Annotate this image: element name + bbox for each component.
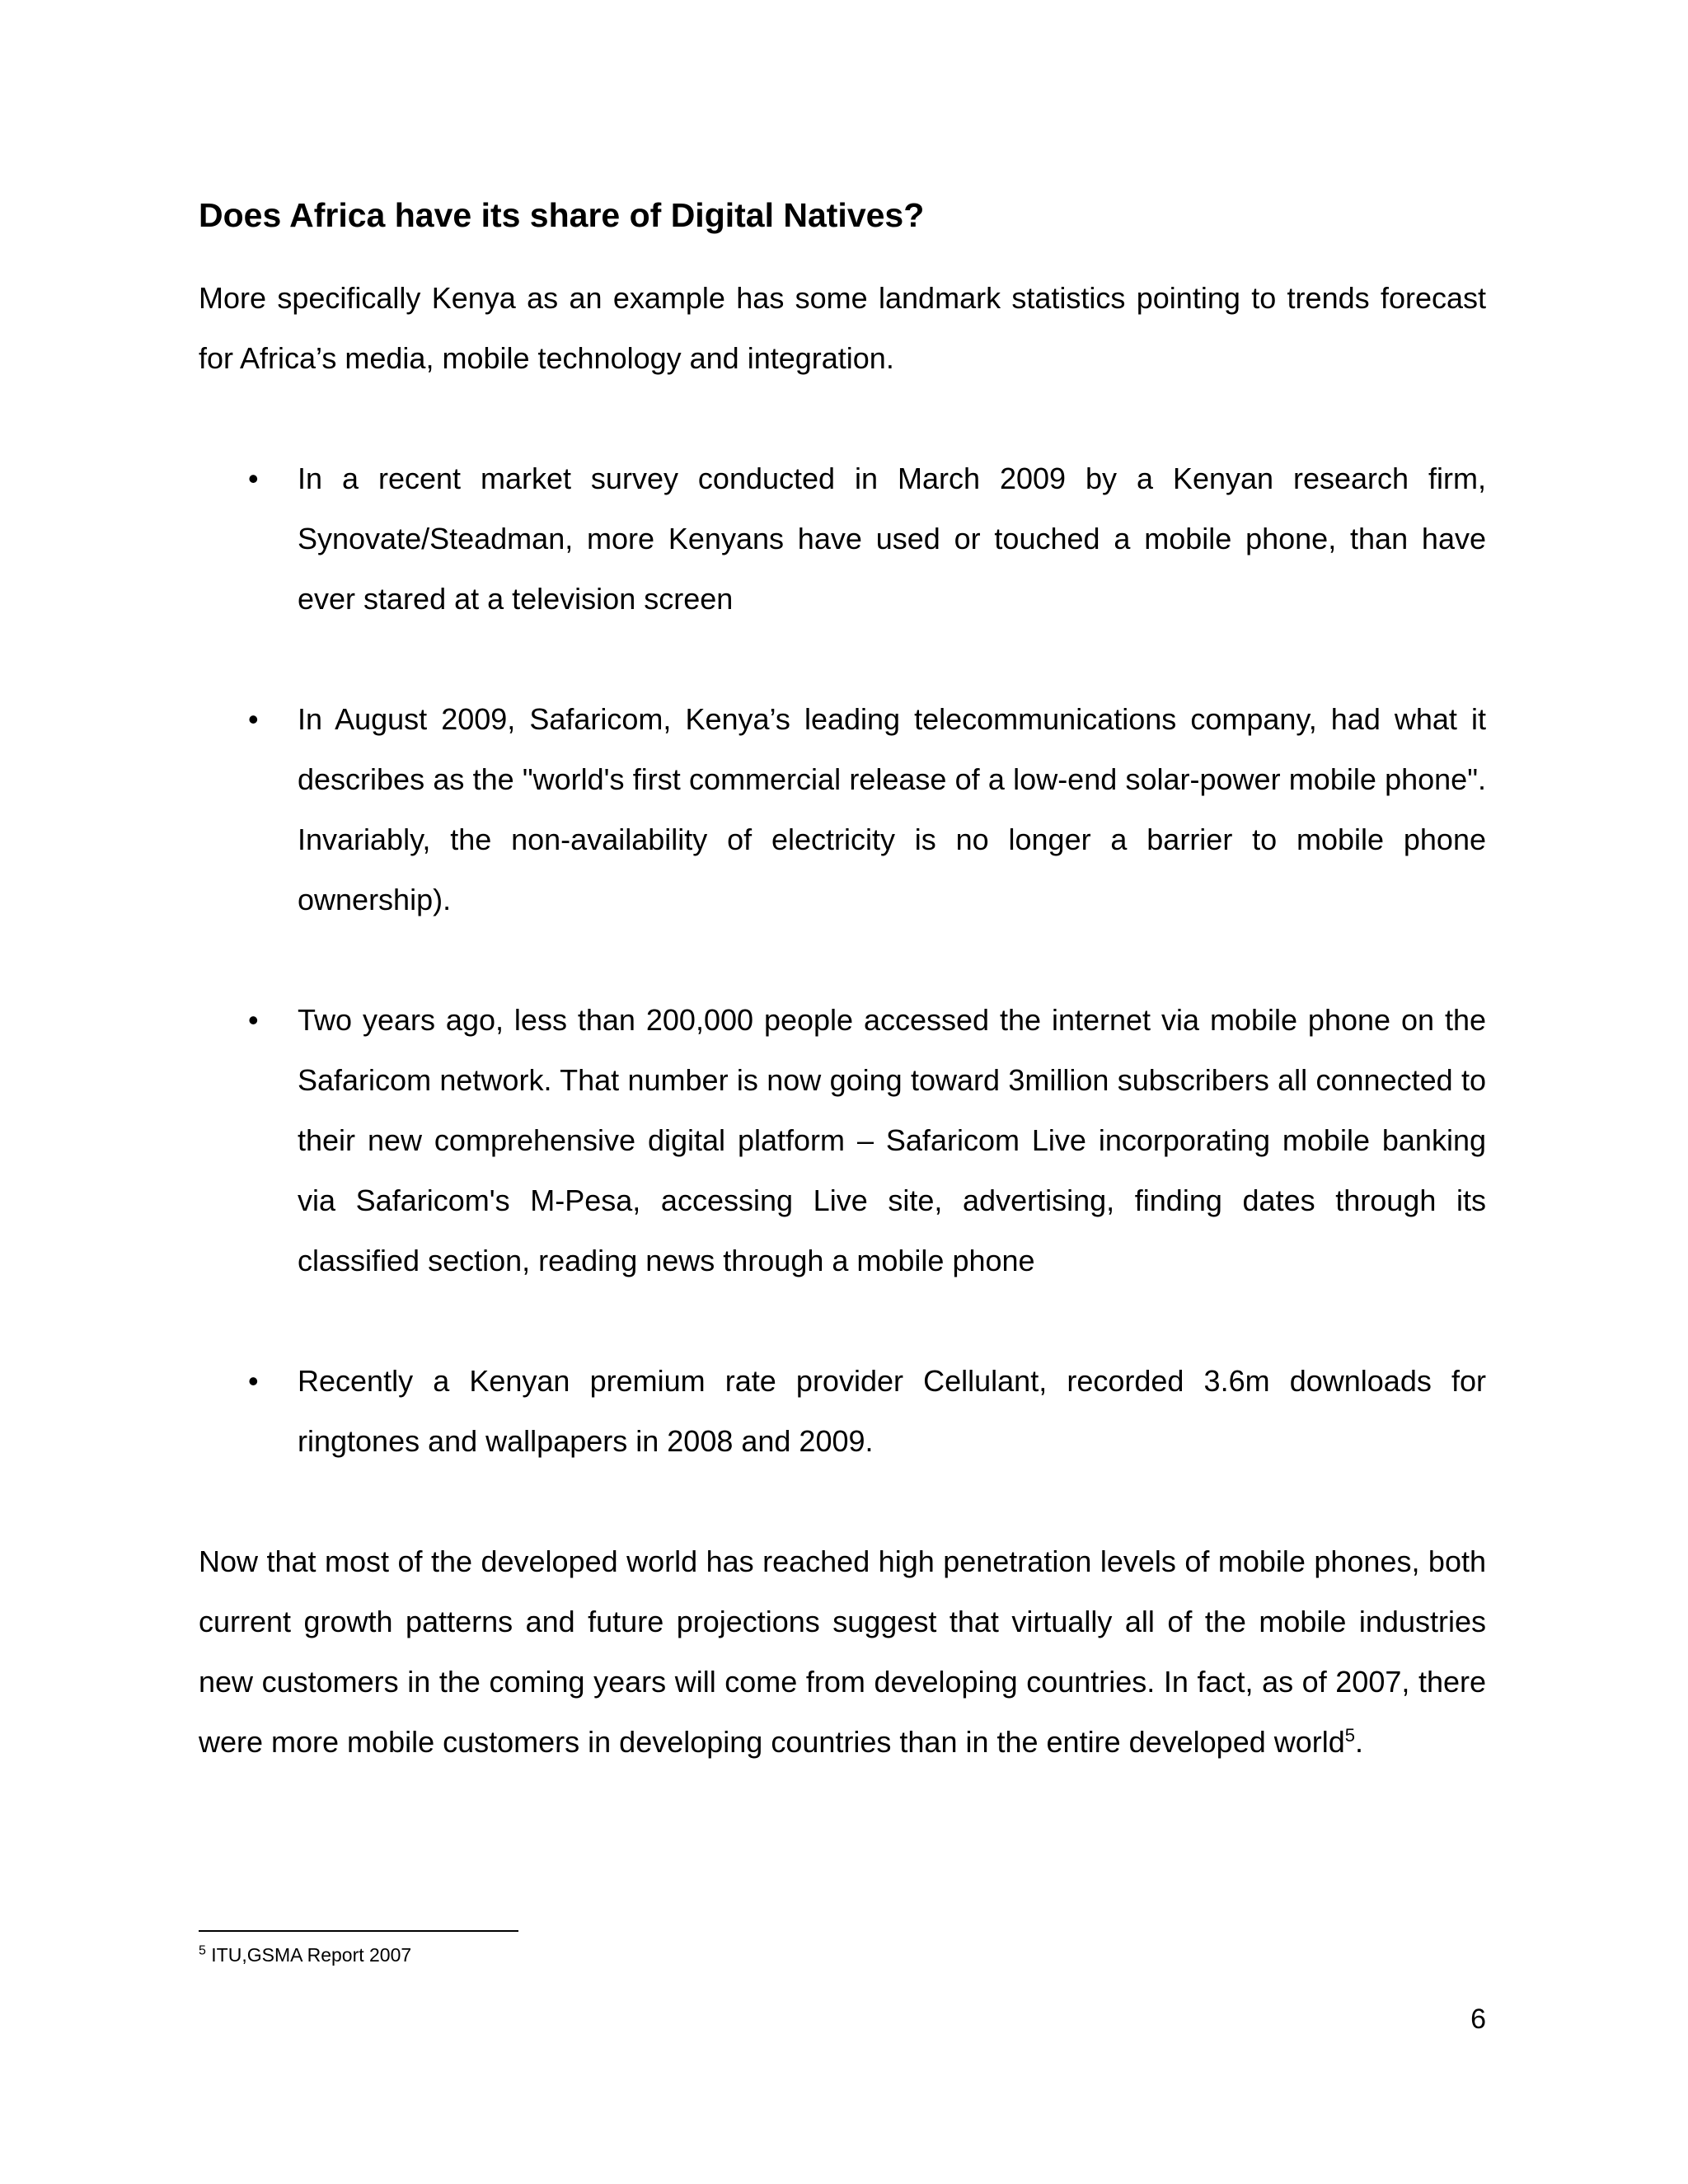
footnote-divider xyxy=(199,1930,518,1932)
closing-text: Now that most of the developed world has reached high penetration levels of mobile phones, both current growth patterns and future projections suggest that virtually all of the mobile industries new customers in the coming years will come from developing countries. In fact, as of 2007, there were more mobile customers in developing countries than in the entire developed world xyxy=(199,1544,1486,1760)
page-number: 6 xyxy=(1470,2004,1486,2035)
bullet-icon: • xyxy=(248,702,259,737)
footnote-reference[interactable]: 5 xyxy=(1344,1725,1356,1746)
closing-paragraph xyxy=(199,1531,1486,1772)
bullet-icon: • xyxy=(248,462,259,496)
list-item-text: Recently a Kenyan premium rate provider Cellulant, recorded 3.6m downloads for ringtones and wallpapers in 2008 and 2009. xyxy=(298,1364,1486,1459)
list-item-text: In a recent market survey conducted in March 2009 by a Kenyan research firm, Synovate/Steadman, more Kenyans have used or touched a mobile phone, than have ever stared at a television screen xyxy=(298,462,1486,616)
list-item-text: In August 2009, Safaricom, Kenya’s leading telecommunications company, had what it describes as the "world's first commercial release of a low-end solar-power mobile phone". Invariably, the non-availability of electricity is no longer a barrier to mobile phone ownership). xyxy=(298,702,1486,917)
list-item xyxy=(199,448,1486,629)
section-heading: Does Africa have its share of Digital Natives? xyxy=(199,196,925,234)
bullet-icon: • xyxy=(248,1364,259,1399)
footnote xyxy=(199,1943,411,1968)
footnote-number: 5 xyxy=(199,1943,206,1958)
list-item xyxy=(199,689,1486,930)
page-body xyxy=(199,194,1486,1772)
bullet-icon: • xyxy=(248,1003,259,1038)
statistics-list xyxy=(199,448,1486,1471)
list-item xyxy=(199,990,1486,1291)
closing-end: . xyxy=(1355,1725,1364,1760)
intro-paragraph: More specifically Kenya as an example has some landmark statistics pointing to trends forecast for Africa’s media, mobile technology and integration. xyxy=(199,281,1486,376)
list-item xyxy=(199,1351,1486,1471)
footnote-text: ITU,GSMA Report 2007 xyxy=(211,1944,412,1966)
list-item-text: Two years ago, less than 200,000 people accessed the internet via mobile phone on the Safaricom network. That number is now going toward 3million subscribers all connected to their new comprehensive digital platform – Safaricom Live incorporating mobile banking via Safaricom's M-Pesa, accessing Live site, advertising, finding dates through its classified section, reading news through a mobile phone xyxy=(298,1003,1486,1278)
